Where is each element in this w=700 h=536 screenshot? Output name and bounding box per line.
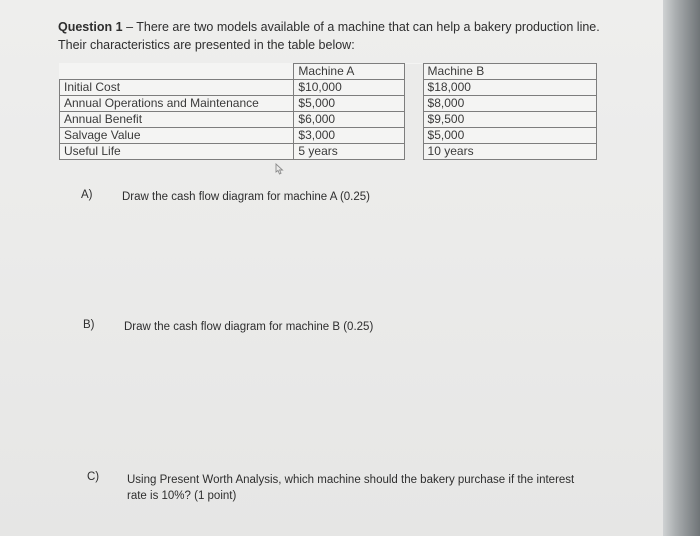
machine-a-value: 5 years [294, 144, 405, 160]
row-label: Annual Operations and Maintenance [60, 96, 294, 112]
machine-b-value: $5,000 [423, 128, 596, 144]
part-c-text: Using Present Worth Analysis, which machine should the bakery purchase if the interest rate is 10%? (1 point) [127, 474, 575, 502]
question-intro [58, 18, 618, 54]
machine-a-value: $5,000 [294, 96, 405, 112]
table-row [60, 80, 597, 96]
row-label: Useful Life [60, 144, 294, 160]
machine-a-value: $6,000 [294, 112, 405, 128]
part-a-text: Draw the cash flow diagram for machine A (0.25) [122, 191, 371, 203]
question-text: – There are two models available of a machine that can help a bakery production line. Their characteristics are presented in the table below: [58, 20, 600, 52]
question-label: Question 1 [58, 20, 123, 34]
table-header-blank [60, 64, 294, 80]
table-row [60, 96, 597, 112]
page-edge-shadow [663, 0, 700, 536]
machine-a-value: $3,000 [294, 128, 405, 144]
table-gap [405, 128, 424, 144]
table-header-row [60, 64, 597, 80]
machine-comparison-table [59, 63, 597, 160]
table-header-machine-a: Machine A [294, 64, 405, 80]
part-c-label: C) [87, 471, 100, 483]
table-gap [405, 112, 424, 128]
machine-b-value: $9,500 [423, 112, 596, 128]
table-gap [405, 64, 424, 80]
machine-b-value: $8,000 [423, 96, 596, 112]
table-row [60, 144, 597, 160]
table-row [60, 112, 597, 128]
machine-a-value: $10,000 [294, 80, 405, 96]
row-label: Annual Benefit [60, 112, 294, 128]
mouse-pointer-icon [274, 163, 284, 175]
part-a-label: A) [81, 189, 93, 201]
table-gap [405, 96, 424, 112]
row-label: Salvage Value [60, 128, 294, 144]
table-gap [405, 80, 424, 96]
table-header-machine-b: Machine B [423, 64, 596, 80]
part-b-label: B) [83, 319, 95, 331]
part-b-text: Draw the cash flow diagram for machine B (0.25) [124, 321, 374, 333]
machine-b-value: 10 years [423, 144, 596, 160]
machine-b-value: $18,000 [423, 80, 596, 96]
table-row [60, 128, 597, 144]
row-label: Initial Cost [60, 80, 294, 96]
table-gap [405, 144, 424, 160]
